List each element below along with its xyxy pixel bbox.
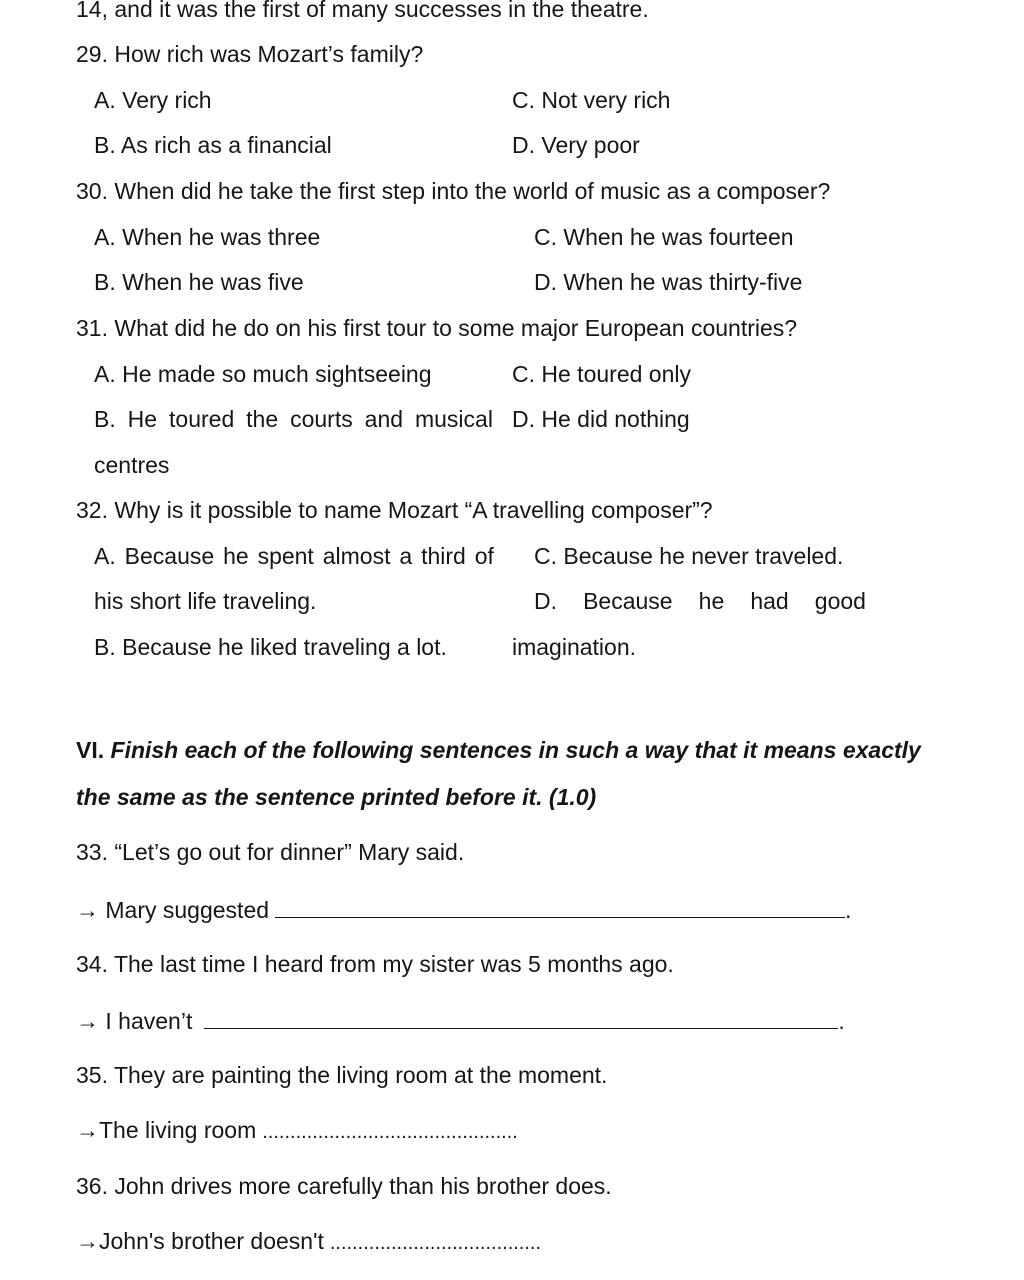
question-29 — [76, 43, 423, 66]
question-text: How rich was Mozart’s family? — [114, 41, 424, 67]
section-number: VI. — [76, 737, 105, 763]
question-text: What did he do on his first tour to some major European countries? — [114, 315, 798, 341]
line-end: . — [845, 897, 852, 923]
transform-prompt: →John's brother doesn't — [76, 1228, 324, 1254]
transform-33-sentence: 33. “Let’s go out for dinner” Mary said. — [76, 839, 465, 865]
question-31 — [76, 317, 797, 340]
word: the — [246, 406, 279, 432]
answer-dotted-blank[interactable]: ...................................... — [329, 1232, 542, 1254]
section-heading — [76, 739, 921, 762]
question-text: When did he take the first step into the world of music as a composer? — [114, 178, 831, 204]
question-number: 31. — [76, 315, 108, 341]
question-text: Why is it possible to name Mozart “A travelling composer”? — [114, 497, 713, 523]
word: Because — [583, 588, 673, 614]
word: Because — [124, 543, 215, 569]
option-29-a[interactable]: A. Very rich — [94, 87, 212, 113]
transform-prompt: → Mary suggested — [76, 897, 270, 923]
option-30-c[interactable]: C. When he was fourteen — [534, 224, 794, 250]
word: He — [127, 406, 158, 432]
word: D. — [534, 588, 557, 614]
transform-prompt: →The living room — [76, 1117, 257, 1143]
word: almost — [322, 543, 391, 569]
option-30-a[interactable]: A. When he was three — [94, 224, 321, 250]
option-31-d[interactable]: D. He did nothing — [512, 406, 690, 432]
option-31-b-continued: centres — [94, 452, 170, 478]
transform-36-answer — [76, 1230, 541, 1253]
transform-34-sentence: 34. The last time I heard from my sister was 5 months ago. — [76, 951, 674, 977]
reading-passage-tail: 14, and it was the first of many successes in the theatre. — [76, 0, 649, 22]
option-29-c[interactable]: C. Not very rich — [512, 87, 671, 113]
word: of — [474, 543, 494, 569]
option-29-d[interactable]: D. Very poor — [512, 132, 640, 158]
section-instruction-continued: the same as the sentence printed before it. (1.0) — [76, 784, 597, 810]
word: he — [698, 588, 725, 614]
word: third — [421, 543, 466, 569]
word: toured — [169, 406, 235, 432]
option-32-c[interactable]: C. Because he never traveled. — [534, 543, 844, 569]
transform-34-answer — [76, 1008, 845, 1033]
transform-35-answer — [76, 1119, 518, 1142]
option-32-d[interactable] — [534, 590, 866, 613]
option-32-d-continued: imagination. — [512, 634, 637, 660]
word: he — [223, 543, 249, 569]
line-end: . — [838, 1008, 845, 1034]
option-30-b[interactable]: B. When he was five — [94, 269, 304, 295]
word: musical — [414, 406, 493, 432]
word: B. — [94, 406, 116, 432]
word: spent — [257, 543, 314, 569]
option-32-a-continued: his short life traveling. — [94, 588, 317, 614]
word: good — [814, 588, 866, 614]
transform-36-sentence: 36. John drives more carefully than his brother does. — [76, 1173, 612, 1199]
option-31-a[interactable]: A. He made so much sightseeing — [94, 361, 432, 387]
transform-33-answer — [76, 897, 851, 922]
option-32-a[interactable] — [94, 545, 494, 568]
option-31-b[interactable] — [94, 408, 493, 431]
section-instruction: Finish each of the following sentences in such a way that it means exactly — [110, 737, 921, 763]
question-30 — [76, 180, 830, 203]
question-32 — [76, 499, 713, 522]
answer-dotted-blank[interactable]: .............................................. — [262, 1121, 518, 1143]
option-30-d[interactable]: D. When he was thirty-five — [534, 269, 803, 295]
word: A. — [94, 543, 116, 569]
word: had — [750, 588, 789, 614]
answer-blank[interactable] — [204, 1008, 838, 1029]
word: a — [399, 543, 413, 569]
option-32-b[interactable]: B. Because he liked traveling a lot. — [94, 634, 447, 660]
transform-35-sentence: 35. They are painting the living room at the moment. — [76, 1062, 608, 1088]
answer-blank[interactable] — [275, 897, 845, 918]
question-number: 32. — [76, 497, 108, 523]
section-heading-line-2 — [76, 786, 596, 809]
option-29-b[interactable]: B. As rich as a financial — [94, 132, 332, 158]
transform-prompt: → I haven’t — [76, 1008, 193, 1034]
word: courts — [290, 406, 353, 432]
option-31-c[interactable]: C. He toured only — [512, 361, 691, 387]
word: and — [364, 406, 404, 432]
question-number: 29. — [76, 41, 108, 67]
question-number: 30. — [76, 178, 108, 204]
